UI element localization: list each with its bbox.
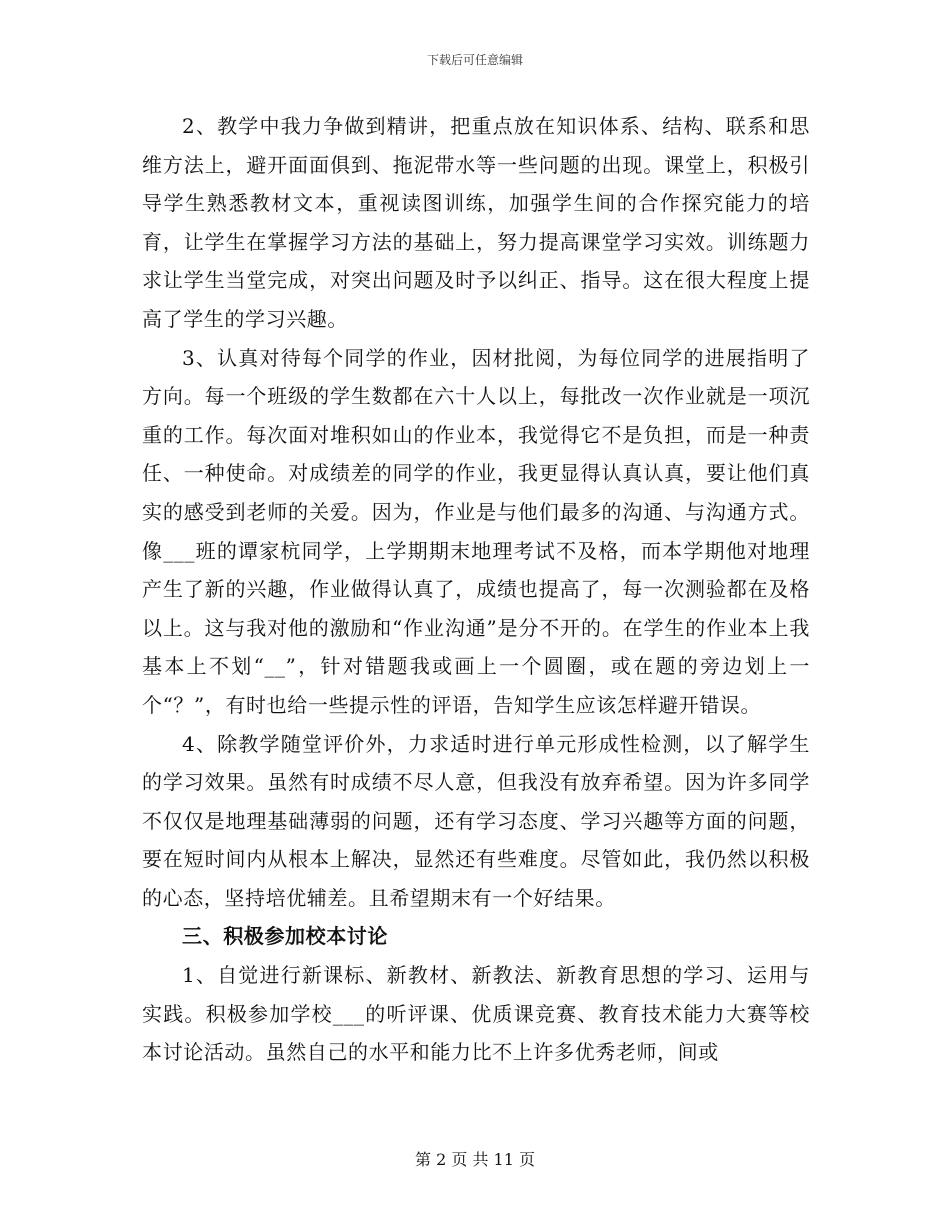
paragraph-item-2: 2、教学中我力争做到精讲，把重点放在知识体系、结构、联系和思维方法上，避开面面俱到、拖泥带水等一些问题的出现。课堂上，积极引导学生熟悉教材文本，重视读图训练，加强学生间的合作探究能力的培育，让学生在掌握学习方法的基础上，努力提高课堂学习实效。训练题力求让学生当堂完成，对突出问题及时予以纠正、指导。这在很大程度上提高了学生的学习兴趣。 [142,114,810,331]
paragraph-item-4: 4、除教学随堂评价外，力求适时进行单元形成性检测，以了解学生的学习效果。虽然有时成绩不尽人意，但我没有放弃希望。因为许多同学不仅仅是地理基础薄弱的问题，还有学习态度、学习兴趣等方面的问题，要在短时间内从根本上解决，显然还有些难度。尽管如此，我仍然以积极的心态，坚持培优辅差。且希望期末有一个好结果。 [142,731,810,910]
page-number: 第 2 页 共 11 页 [415,1150,535,1169]
document-body [142,107,810,1072]
paragraph-item-1: 1、自觉进行新课标、新教材、新教法、新教育思想的学习、运用与实践。积极参加学校___的听评课、优质课竞赛、教育技术能力大赛等校本讨论活动。虽然自己的水平和能力比不上许多优秀老师，间或 [142,963,810,1065]
section-heading: 三、积极参加校本讨论 [182,924,388,949]
paragraph-item-3: 3、认真对待每个同学的作业，因材批阅，为每位同学的进展指明了方向。每一个班级的学生数都在六十人以上，每批改一次作业就是一项沉重的工作。每次面对堆积如山的作业本，我觉得它不是负担，而是一种责任、一种使命。对成绩差的同学的作业，我更显得认真认真，要让他们真实的感受到老师的关爱。因为，作业是与他们最多的沟通、与沟通方式。像___班的谭家杭同学，上学期期末地理考试不及格，而本学期他对地理产生了新的兴趣，作业做得认真了，成绩也提高了，每一次测验都在及格以上。这与我对他的激励和“作业沟通”是分不开的。在学生的作业本上我基本上不划“__”，针对错题我或画上一个圆圈，或在题的旁边划上一个“？”，有时也给一些提示性的评语，告知学生应该怎样避开错误。 [142,345,810,717]
page-header: 下载后可任意编辑 [426,53,523,67]
